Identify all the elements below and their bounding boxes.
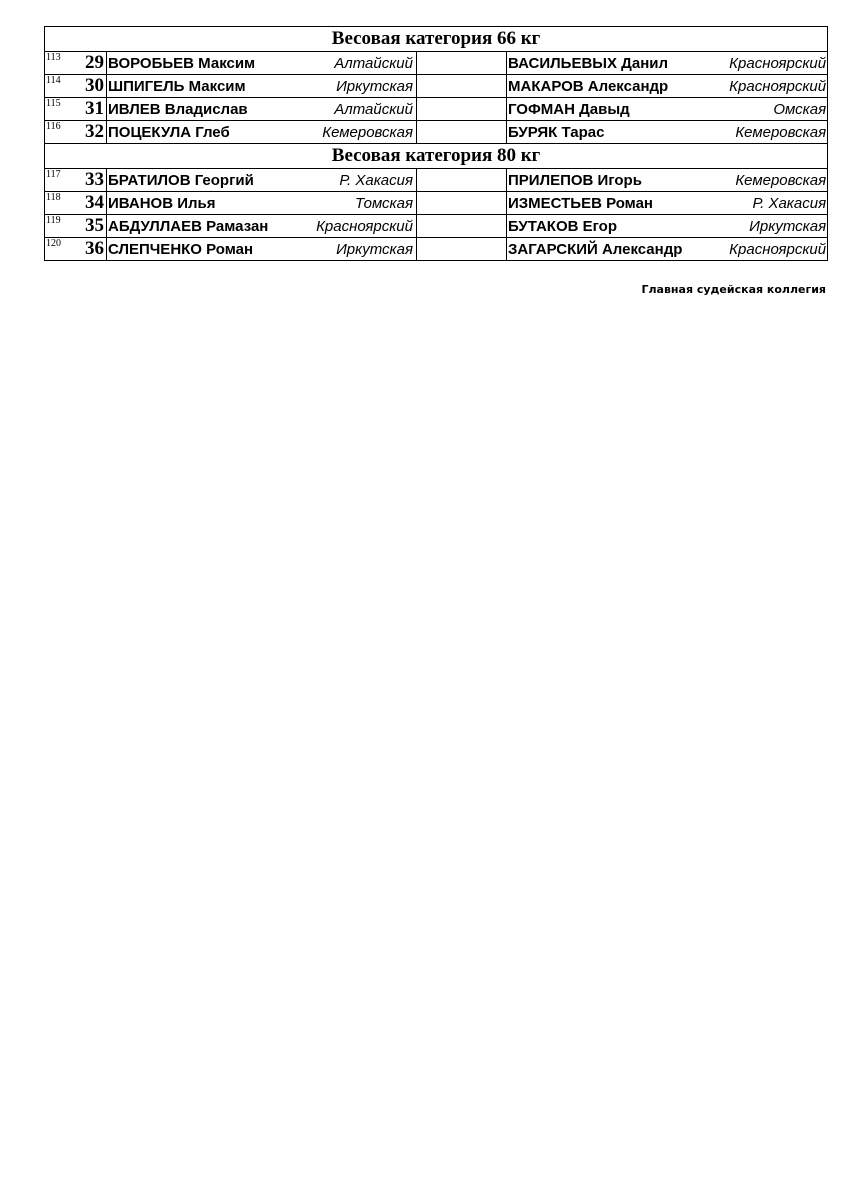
- fight-id: 117: [46, 169, 61, 180]
- left-athlete-name: ПОЦЕКУЛА Глеб: [107, 121, 277, 144]
- bout-number: 34: [67, 192, 107, 215]
- right-athlete-name: ПРИЛЕПОВ Игорь: [507, 169, 685, 192]
- right-athlete-region: Красноярский: [685, 52, 828, 75]
- result-cell: [417, 52, 507, 75]
- result-cell: [417, 238, 507, 261]
- fight-id: 118: [46, 192, 61, 203]
- right-athlete-name: БУРЯК Тарас: [507, 121, 685, 144]
- left-athlete-name: ВОРОБЬЕВ Максим: [107, 52, 277, 75]
- bout-number: 35: [67, 215, 107, 238]
- category-header: [45, 144, 828, 169]
- bout-number: 32: [67, 121, 107, 144]
- bout-row: [45, 98, 828, 121]
- category-header: [45, 27, 828, 52]
- right-athlete-name: МАКАРОВ Александр: [507, 75, 685, 98]
- fight-id: 119: [46, 215, 61, 226]
- fight-id: 120: [46, 238, 61, 249]
- category-title: Весовая категория 80 кг: [45, 144, 828, 169]
- bout-number: 31: [67, 98, 107, 121]
- bout-row: [45, 169, 828, 192]
- left-athlete-region: Красноярский: [277, 215, 417, 238]
- right-athlete-region: Р. Хакасия: [685, 192, 828, 215]
- left-athlete-name: АБДУЛЛАЕВ Рамазан: [107, 215, 277, 238]
- right-athlete-region: Омская: [685, 98, 828, 121]
- result-cell: [417, 75, 507, 98]
- left-athlete-region: Алтайский: [277, 52, 417, 75]
- bout-row: [45, 238, 828, 261]
- bout-number: 30: [67, 75, 107, 98]
- result-cell: [417, 192, 507, 215]
- bout-table: [44, 26, 828, 261]
- result-cell: [417, 98, 507, 121]
- result-cell: [417, 169, 507, 192]
- result-cell: [417, 215, 507, 238]
- fight-id: 113: [46, 52, 61, 63]
- left-athlete-name: ИВЛЕВ Владислав: [107, 98, 277, 121]
- fight-id: 115: [46, 98, 61, 109]
- bout-row: [45, 215, 828, 238]
- fight-id: 114: [46, 75, 61, 86]
- category-title: Весовая категория 66 кг: [45, 27, 828, 52]
- bout-row: [45, 75, 828, 98]
- result-cell: [417, 121, 507, 144]
- bout-row: [45, 192, 828, 215]
- left-athlete-region: Кемеровская: [277, 121, 417, 144]
- left-athlete-name: БРАТИЛОВ Георгий: [107, 169, 277, 192]
- judges-panel-signature: Главная судейская коллегия: [641, 283, 826, 296]
- bout-number: 36: [67, 238, 107, 261]
- right-athlete-region: Красноярский: [685, 238, 828, 261]
- bout-row: [45, 121, 828, 144]
- bout-number: 33: [67, 169, 107, 192]
- fight-id: 116: [46, 121, 61, 132]
- left-athlete-region: Иркутская: [277, 238, 417, 261]
- right-athlete-region: Кемеровская: [685, 121, 828, 144]
- right-athlete-region: Красноярский: [685, 75, 828, 98]
- right-athlete-name: ВАСИЛЬЕВЫХ Данил: [507, 52, 685, 75]
- left-athlete-name: ИВАНОВ Илья: [107, 192, 277, 215]
- right-athlete-region: Кемеровская: [685, 169, 828, 192]
- bout-number: 29: [67, 52, 107, 75]
- right-athlete-name: ЗАГАРСКИЙ Александр: [507, 238, 685, 261]
- left-athlete-name: СЛЕПЧЕНКО Роман: [107, 238, 277, 261]
- left-athlete-region: Алтайский: [277, 98, 417, 121]
- left-athlete-region: Р. Хакасия: [277, 169, 417, 192]
- left-athlete-region: Иркутская: [277, 75, 417, 98]
- right-athlete-region: Иркутская: [685, 215, 828, 238]
- right-athlete-name: ГОФМАН Давыд: [507, 98, 685, 121]
- right-athlete-name: БУТАКОВ Егор: [507, 215, 685, 238]
- bout-row: [45, 52, 828, 75]
- left-athlete-region: Томская: [277, 192, 417, 215]
- right-athlete-name: ИЗМЕСТЬЕВ Роман: [507, 192, 685, 215]
- left-athlete-name: ШПИГЕЛЬ Максим: [107, 75, 277, 98]
